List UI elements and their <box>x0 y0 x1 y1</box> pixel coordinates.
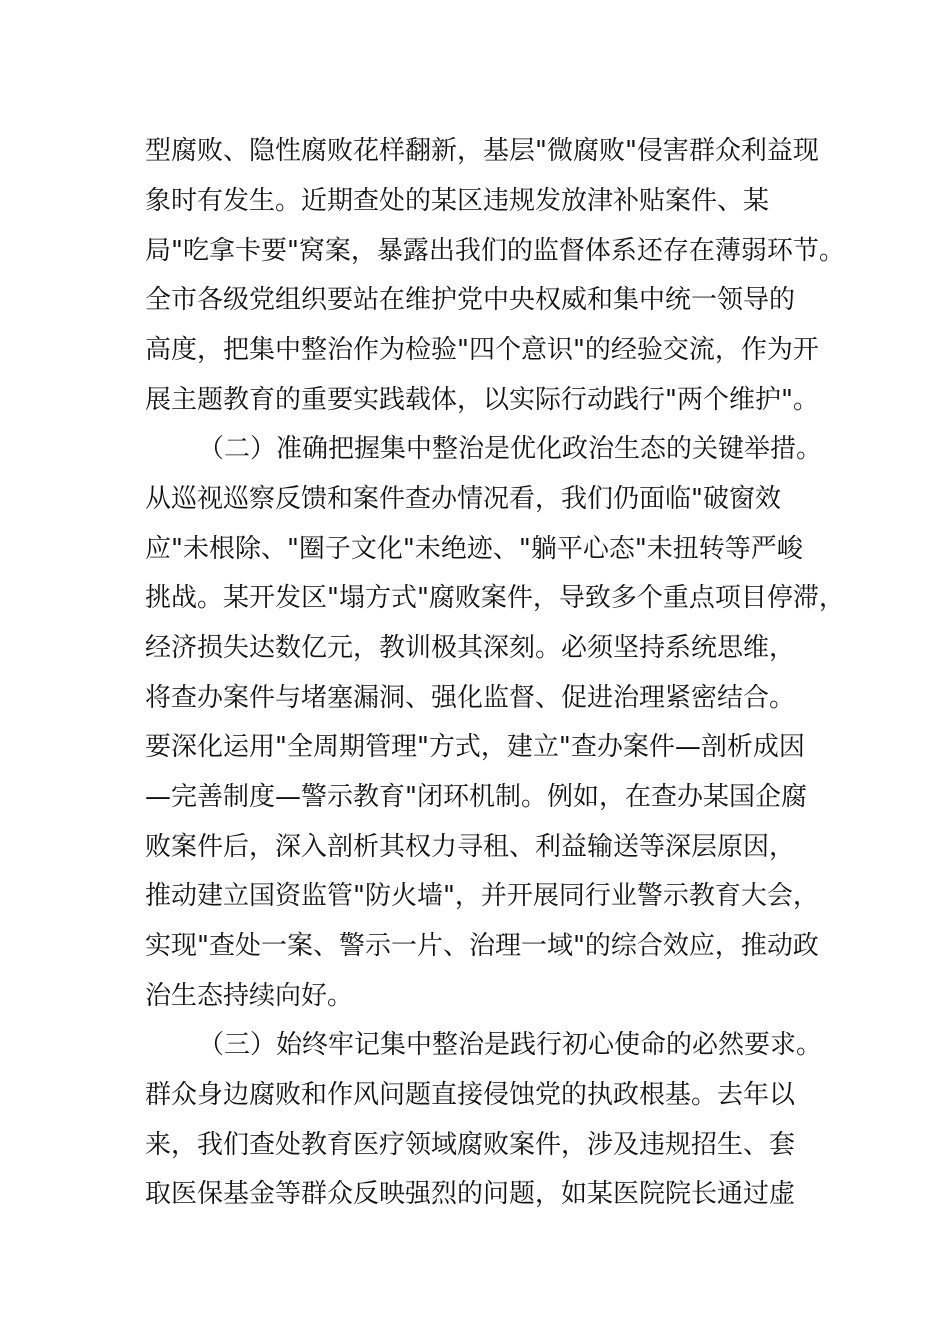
text-line: 治生态持续向好。 <box>145 981 354 1011</box>
text-line: 要深化运用"全周期管理"方式，建立"查办案件—剖析成因 <box>145 732 805 762</box>
text-line: 败案件后，深入剖析其权力寻租、利益输送等深层原因， <box>145 832 796 862</box>
text-line: 挑战。某开发区"塌方式"腐败案件，导致多个重点项目停滞， <box>145 583 845 613</box>
section-heading: （二）准确把握集中整治是优化政治生态的关键举措。 <box>198 434 823 464</box>
text-line: 实现"查处一案、警示一片、治理一域"的综合效应，推动政 <box>145 931 819 961</box>
text-line: 应"未根除、"圈子文化"未绝迹、"躺平心态"未扭转等严峻 <box>145 534 803 564</box>
text-line: 来，我们查处教育医疗领域腐败案件，涉及违规招生、套 <box>145 1130 796 1160</box>
section-heading: （三）始终牢记集中整治是践行初心使命的必然要求。 <box>198 1030 823 1060</box>
text-line: 群众身边腐败和作风问题直接侵蚀党的执政根基。去年以 <box>145 1080 796 1110</box>
text-line: 型腐败、隐性腐败花样翻新，基层"微腐败"侵害群众利益现 <box>145 136 819 166</box>
text-line: 全市各级党组织要站在维护党中央权威和集中统一领导的 <box>145 285 796 315</box>
text-line: 经济损失达数亿元，教训极其深刻。必须坚持系统思维， <box>145 633 796 663</box>
text-line: 象时有发生。近期查处的某区违规发放津补贴案件、某 <box>145 186 770 216</box>
text-line: —完善制度—警示教育"闭环机制。例如，在查办某国企腐 <box>145 782 807 812</box>
text-line: 推动建立国资监管"防火墙"，并开展同行业警示教育大会， <box>145 881 819 911</box>
text-line: 取医保基金等群众反映强烈的问题，如某医院院长通过虚 <box>145 1179 796 1209</box>
text-line: 局"吃拿卡要"窝案，暴露出我们的监督体系还存在薄弱环节。 <box>145 236 845 266</box>
text-line: 将查办案件与堵塞漏洞、强化监督、促进治理紧密结合。 <box>145 683 796 713</box>
text-line: 从巡视巡察反馈和案件查办情况看，我们仍面临"破窗效 <box>145 484 781 514</box>
text-line: 高度，把集中整治作为检验"四个意识"的经验交流，作为开 <box>145 335 819 365</box>
text-line: 展主题教育的重要实践载体，以实际行动践行"两个维护"。 <box>145 385 819 415</box>
